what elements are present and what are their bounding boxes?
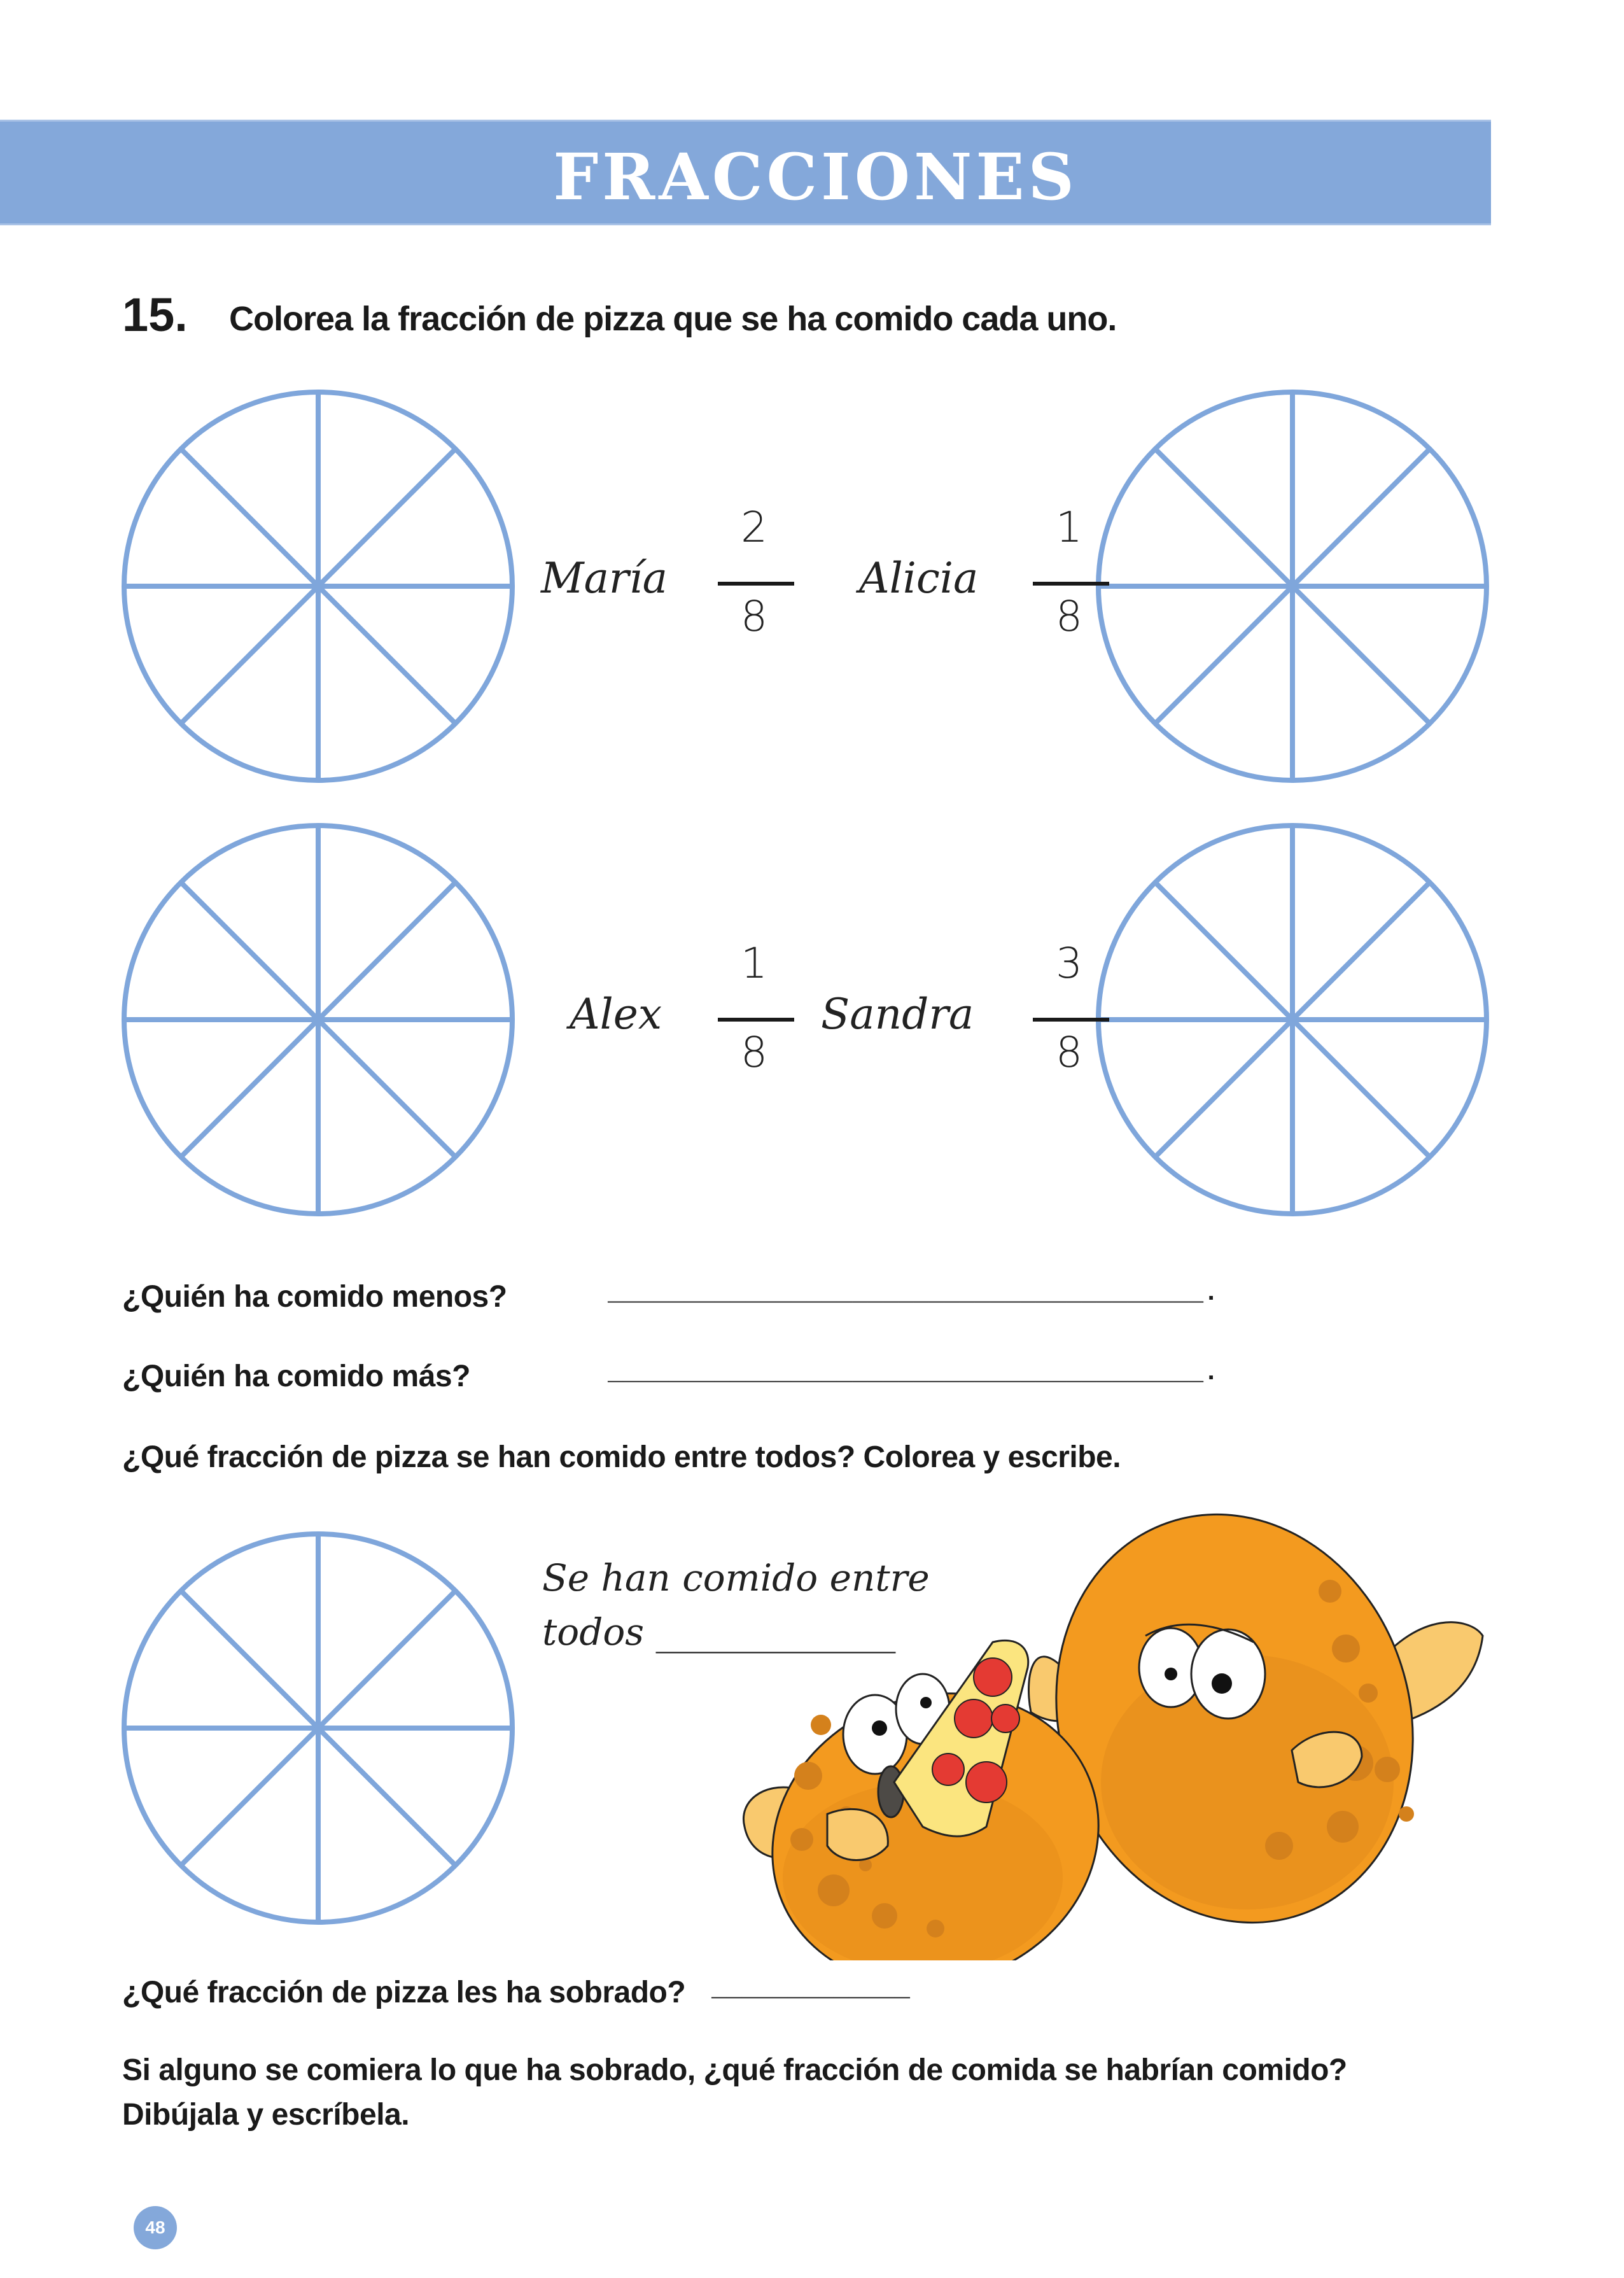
- fish-eating-pizza-illustration: [732, 1483, 1527, 1960]
- person-name: María: [541, 554, 668, 603]
- exercise-instruction: Colorea la fracción de pizza que se ha comido cada uno.: [229, 300, 1117, 338]
- question-final-line2: Dibújala y escríbela.: [122, 2098, 410, 2132]
- question-leftover: ¿Qué fracción de pizza les ha sobrado?: [122, 1976, 686, 2009]
- page-number-badge: 48: [134, 2206, 177, 2249]
- person-name: Alex: [570, 990, 662, 1039]
- title-banner: [0, 120, 1491, 225]
- exercise-number: 15.: [122, 288, 188, 341]
- denominator: 8: [1056, 592, 1082, 641]
- question-total: ¿Qué fracción de pizza se han comido entre todos? Colorea y escribe.: [122, 1440, 1121, 1474]
- person-name: Alicia: [859, 554, 979, 603]
- fraction-bar: [1033, 582, 1109, 586]
- numerator: 2: [741, 503, 767, 552]
- question-final-line1: Si alguno se comiera lo que ha sobrado, ¿qué fracción de comida se habrían comido?: [122, 2053, 1347, 2087]
- numerator: 1: [741, 939, 767, 988]
- person-name: Sandra: [821, 990, 974, 1039]
- pizza-circle-alicia[interactable]: [1089, 383, 1496, 790]
- numerator: 1: [1056, 503, 1082, 552]
- answer-blank-less[interactable]: _______________________________________.: [608, 1279, 1219, 1308]
- fraction-bar: [718, 1018, 794, 1022]
- question-more: ¿Quién ha comido más?: [122, 1360, 470, 1393]
- page-title: FRACCIONES: [553, 139, 1078, 214]
- fraction-bar: [718, 582, 794, 586]
- pizza-circle-total[interactable]: [115, 1524, 522, 1932]
- question-less: ¿Quién ha comido menos?: [122, 1280, 507, 1314]
- fraction-bar: [1033, 1018, 1109, 1022]
- total-answer-line2[interactable]: todos _____________: [542, 1610, 896, 1654]
- numerator: 3: [1056, 939, 1082, 988]
- answer-blank-leftover[interactable]: _____________: [711, 1975, 911, 2004]
- pizza-circle-sandra[interactable]: [1089, 816, 1496, 1223]
- pizza-circle-maria[interactable]: [115, 383, 522, 790]
- denominator: 8: [1056, 1028, 1082, 1077]
- answer-blank-more[interactable]: _______________________________________.: [608, 1359, 1219, 1388]
- pizza-circle-alex[interactable]: [115, 816, 522, 1223]
- total-answer-line1: Se han comido entre: [542, 1556, 930, 1600]
- denominator: 8: [741, 1028, 767, 1077]
- denominator: 8: [741, 592, 767, 641]
